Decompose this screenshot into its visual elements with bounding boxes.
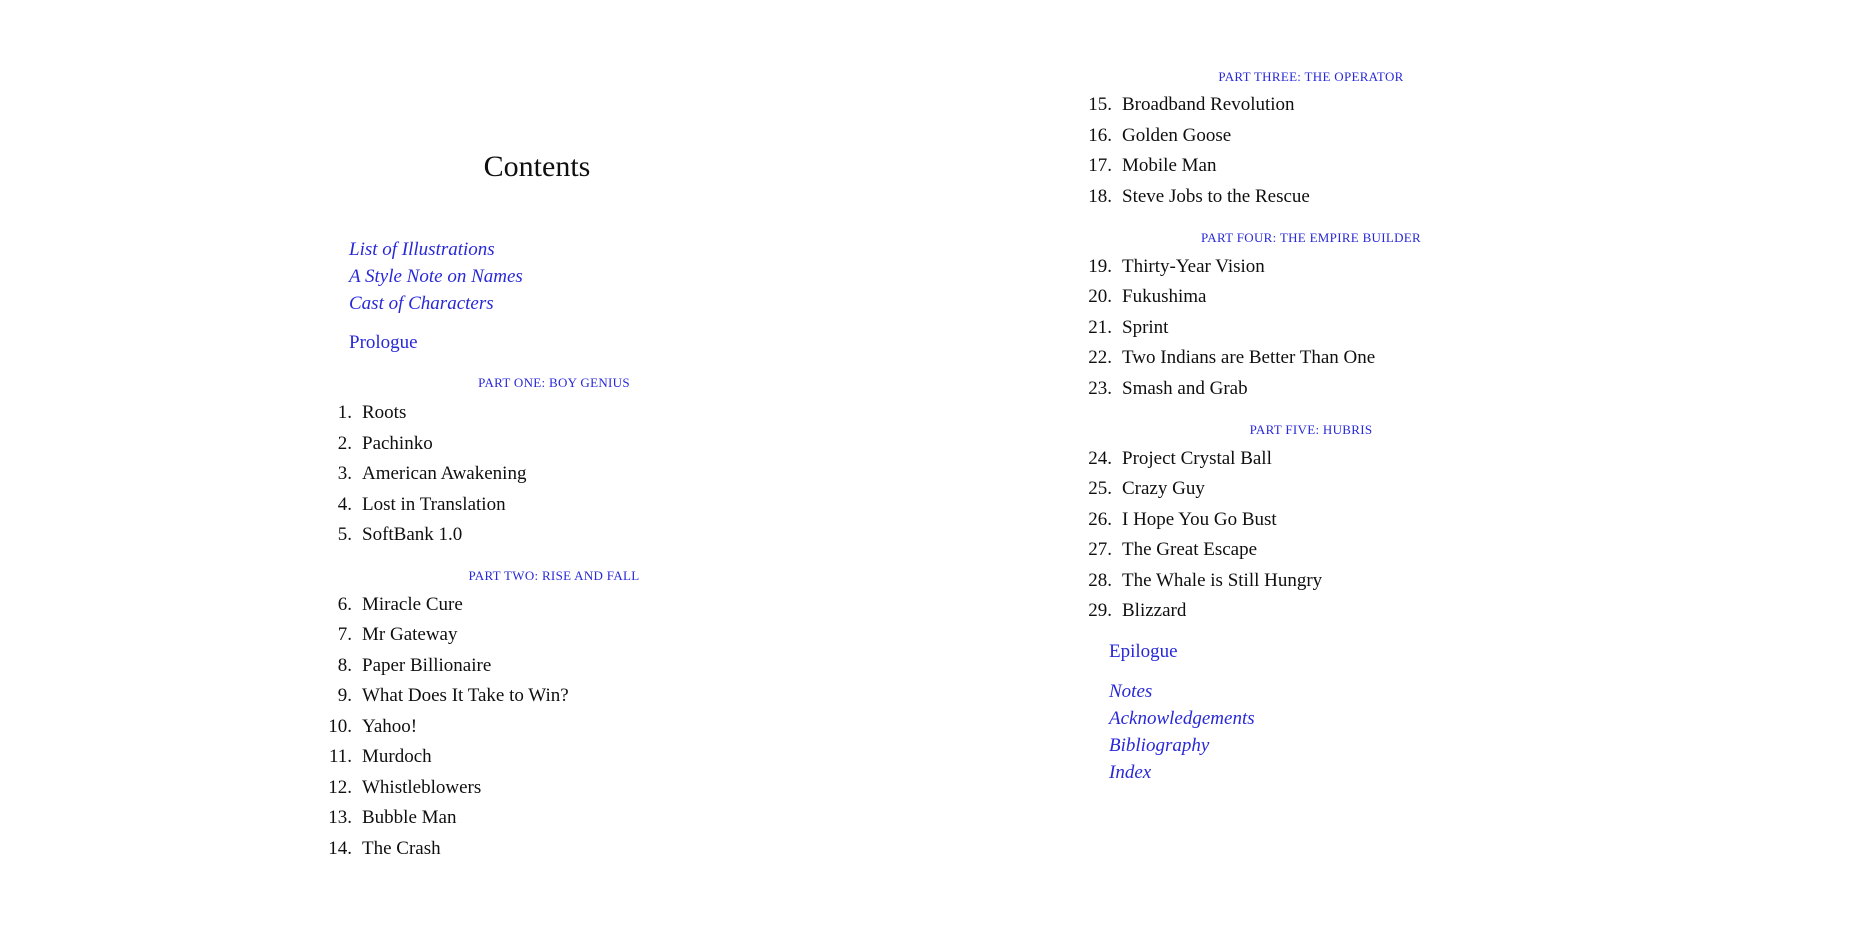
chapter-title: Paper Billionaire (362, 654, 492, 676)
chapter-title: Smash and Grab (1122, 377, 1248, 399)
chapter-number: 5. (337, 524, 352, 545)
chapter-entry-15[interactable] (1088, 90, 1513, 121)
chapter-number: 10. (328, 715, 352, 737)
chapter-entry-4[interactable] (337, 490, 759, 521)
link-prologue[interactable]: Prologue (349, 332, 418, 353)
chapter-entry-11[interactable] (328, 742, 759, 773)
chapter-number: 18. (1088, 185, 1112, 207)
link-acknowledgements[interactable]: Acknowledgements (1109, 707, 1255, 729)
chapter-entry-29[interactable] (1088, 596, 1513, 627)
chapter-title: Steve Jobs to the Rescue (1122, 185, 1310, 207)
chapter-entry-21[interactable] (1088, 313, 1513, 344)
chapter-title: Murdoch (362, 746, 432, 767)
chapter-title: Bubble Man (362, 807, 457, 828)
chapter-title: Fukushima (1122, 286, 1207, 307)
chapter-entry-10[interactable] (328, 712, 759, 743)
chapter-number: 23. (1088, 377, 1112, 399)
chapter-list-part-five (1088, 444, 1513, 627)
chapter-number: 26. (1088, 508, 1112, 530)
chapter-entry-19[interactable] (1088, 252, 1513, 283)
chapter-entry-25[interactable] (1088, 474, 1513, 505)
chapter-number: 1. (337, 402, 352, 423)
chapter-title: The Great Escape (1122, 539, 1258, 560)
chapter-entry-27[interactable] (1088, 535, 1513, 566)
chapter-list-part-one (337, 398, 759, 551)
chapter-number: 14. (328, 837, 352, 859)
chapter-title: Mr Gateway (362, 624, 458, 645)
chapter-entry-23[interactable] (1088, 374, 1513, 405)
chapter-entry-14[interactable] (328, 834, 759, 865)
chapter-number: 22. (1088, 347, 1112, 368)
chapter-number: 16. (1088, 124, 1112, 146)
chapter-list-part-three (1088, 90, 1513, 212)
chapter-number: 29. (1088, 600, 1112, 621)
chapter-number: 17. (1088, 155, 1112, 176)
chapter-entry-26[interactable] (1088, 505, 1513, 536)
link-style-note-on-names[interactable]: A Style Note on Names (349, 266, 523, 287)
chapter-number: 13. (328, 807, 352, 828)
link-notes[interactable]: Notes (1109, 680, 1153, 702)
chapter-title: Thirty-Year Vision (1122, 255, 1265, 277)
chapter-title: I Hope You Go Bust (1122, 508, 1277, 530)
chapter-number: 8. (337, 654, 352, 676)
chapter-entry-9[interactable] (337, 681, 759, 712)
part-three-heading[interactable]: PART THREE: THE OPERATOR (1218, 69, 1404, 84)
chapter-entry-1[interactable] (337, 398, 759, 429)
left-page-column (328, 0, 759, 864)
chapter-entry-3[interactable] (337, 459, 759, 490)
chapter-number: 19. (1088, 255, 1112, 277)
back-matter-links (1109, 678, 1513, 786)
chapter-entry-17[interactable] (1088, 151, 1513, 182)
chapter-title: Pachinko (362, 432, 433, 454)
part-one-heading[interactable]: PART ONE: BOY GENIUS (478, 375, 630, 390)
chapter-entry-28[interactable] (1088, 566, 1513, 597)
chapter-title: The Crash (362, 837, 441, 859)
part-two-heading[interactable]: PART TWO: RISE AND FALL (468, 567, 640, 583)
chapter-title: Golden Goose (1122, 124, 1232, 146)
chapter-title: Crazy Guy (1122, 478, 1205, 499)
chapter-entry-18[interactable] (1088, 182, 1513, 213)
part-four-heading[interactable]: PART FOUR: THE EMPIRE BUILDER (1200, 229, 1422, 245)
link-epilogue[interactable]: Epilogue (1109, 640, 1178, 662)
chapter-entry-13[interactable] (328, 803, 759, 834)
chapter-list-part-two (328, 590, 759, 865)
link-cast-of-characters[interactable]: Cast of Characters (349, 293, 494, 314)
chapter-title: Yahoo! (362, 715, 418, 737)
right-page-column (1088, 0, 1513, 786)
contents-title: Contents (483, 150, 591, 183)
link-list-of-illustrations[interactable]: List of Illustrations (349, 239, 495, 260)
chapter-number: 6. (337, 593, 352, 615)
chapter-number: 4. (337, 493, 352, 515)
chapter-title: Two Indians are Better Than One (1122, 347, 1376, 368)
chapter-title: SoftBank 1.0 (362, 524, 463, 545)
chapter-list-part-four (1088, 252, 1513, 405)
chapter-title: American Awakening (362, 463, 527, 484)
chapter-title: Mobile Man (1122, 155, 1217, 176)
link-bibliography[interactable]: Bibliography (1109, 734, 1210, 756)
chapter-entry-8[interactable] (337, 651, 759, 682)
chapter-entry-6[interactable] (337, 590, 759, 621)
chapter-title: Sprint (1122, 316, 1169, 338)
chapter-title: Whistleblowers (362, 776, 482, 798)
chapter-entry-12[interactable] (328, 773, 759, 804)
chapter-title: Project Crystal Ball (1122, 447, 1272, 469)
chapter-entry-2[interactable] (337, 429, 759, 460)
chapter-number: 21. (1088, 316, 1112, 338)
chapter-title: Blizzard (1122, 600, 1187, 621)
chapter-entry-16[interactable] (1088, 121, 1513, 152)
link-index[interactable]: Index (1109, 761, 1152, 783)
chapter-number: 3. (337, 463, 352, 484)
chapter-title: What Does It Take to Win? (362, 685, 569, 706)
chapter-title: Roots (362, 402, 407, 423)
chapter-entry-7[interactable] (337, 620, 759, 651)
chapter-number: 11. (328, 746, 352, 767)
chapter-number: 9. (337, 685, 352, 706)
chapter-number: 28. (1088, 569, 1112, 591)
chapter-number: 27. (1088, 539, 1112, 560)
chapter-number: 2. (337, 432, 352, 454)
chapter-number: 12. (328, 776, 352, 798)
chapter-entry-22[interactable] (1088, 343, 1513, 374)
chapter-title: The Whale is Still Hungry (1122, 569, 1323, 591)
chapter-title: Broadband Revolution (1122, 94, 1295, 115)
chapter-title: Lost in Translation (362, 493, 506, 515)
chapter-entry-24[interactable] (1088, 444, 1513, 475)
chapter-entry-5[interactable] (337, 520, 759, 551)
chapter-entry-20[interactable] (1088, 282, 1513, 313)
chapter-number: 25. (1088, 478, 1112, 499)
front-matter-links (349, 236, 759, 317)
chapter-number: 15. (1088, 94, 1112, 115)
chapter-number: 24. (1088, 447, 1112, 469)
part-five-heading[interactable]: PART FIVE: HUBRIS (1249, 421, 1373, 437)
chapter-number: 7. (337, 624, 352, 645)
chapter-title: Miracle Cure (362, 593, 463, 615)
chapter-number: 20. (1088, 286, 1112, 307)
